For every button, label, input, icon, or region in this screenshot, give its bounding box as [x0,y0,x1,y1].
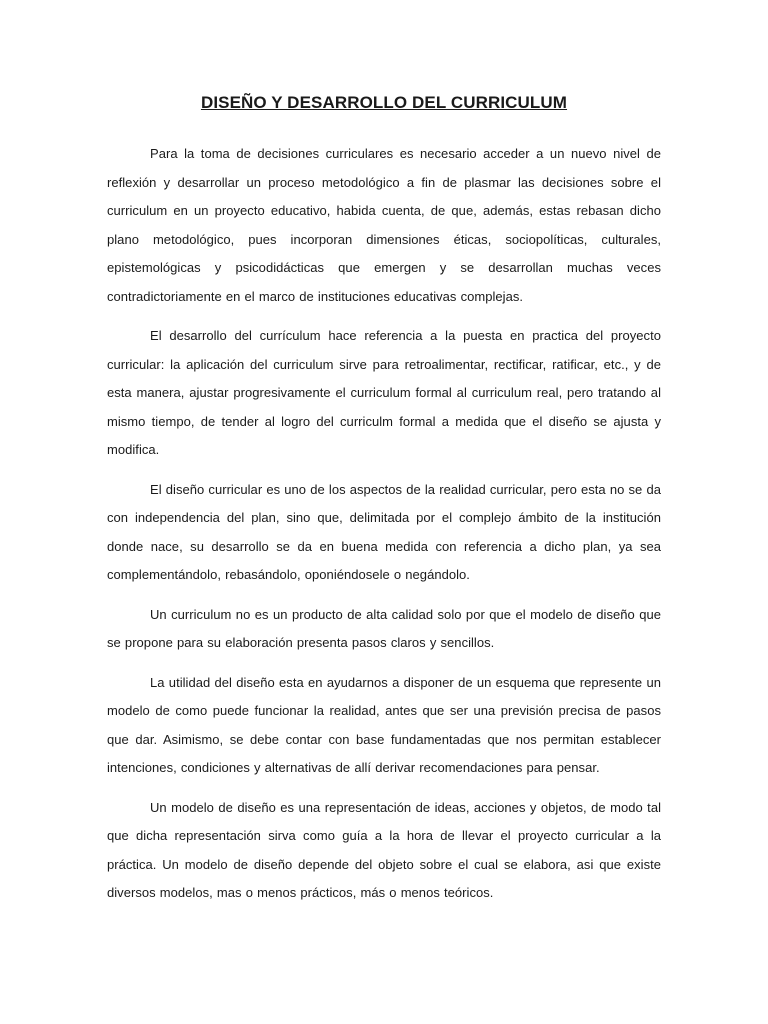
paragraph-2: El desarrollo del currículum hace referencia a la puesta en practica del proyecto curricular: la aplicación del curriculum sirve para retroalimentar, rectificar, ratificar, etc., y de esta manera, ajustar progresivamente el curriculum formal al curriculum real, pero tratando al mismo tiempo, de tender al logro del curriculm formal a medida que el diseño se ajusta y modifica. [107,328,661,457]
paragraph-3: El diseño curricular es uno de los aspectos de la realidad curricular, pero esta no se da con independencia del plan, sino que, delimitada por el complejo ámbito de la institución donde nace, su desarrollo se da en buena medida con referencia a dicho plan, ya sea complementándolo, rebasándolo, oponiéndosele o negándolo. [107,481,661,582]
paragraph-6: Un modelo de diseño es una representación de ideas, acciones y objetos, de modo tal que dicha representación sirva como guía a la hora de llevar el proyecto curricular a la práctica. Un modelo de diseño depende del objeto sobre el cual se elabora, asi que existe diversos modelos, mas o menos prácticos, más o menos teóricos. [107,799,661,900]
document-page [107,92,661,919]
document-title: DISEÑO Y DESARROLLO DEL CURRICULUM [200,93,568,112]
paragraph-1: Para la toma de decisiones curriculares es necesario acceder a un nuevo nivel de reflexión y desarrollar un proceso metodológico a fin de plasmar las decisiones sobre el curriculum en un proyecto educativo, habida cuenta, de que, además, estas rebasan dicho plano metodológico, pues incorporan dimensiones éticas, sociopolíticas, culturales, epistemológicas y psicodidácticas que emergen y se desarrollan muchas veces contradictoriamente en el marco de instituciones educativas complejas. [107,146,661,304]
paragraph-5: La utilidad del diseño esta en ayudarnos a disponer de un esquema que represente un modelo de como puede funcionar la realidad, antes que ser una previsión precisa de pasos que dar. Asimismo, se debe contar con base fundamentadas que nos permitan establecer intenciones, condiciones y alternativas de allí derivar recomendaciones para pensar. [107,674,661,775]
paragraph-4: Un curriculum no es un producto de alta calidad solo por que el modelo de diseño que se propone para su elaboración presenta pasos claros y sencillos. [107,606,661,650]
